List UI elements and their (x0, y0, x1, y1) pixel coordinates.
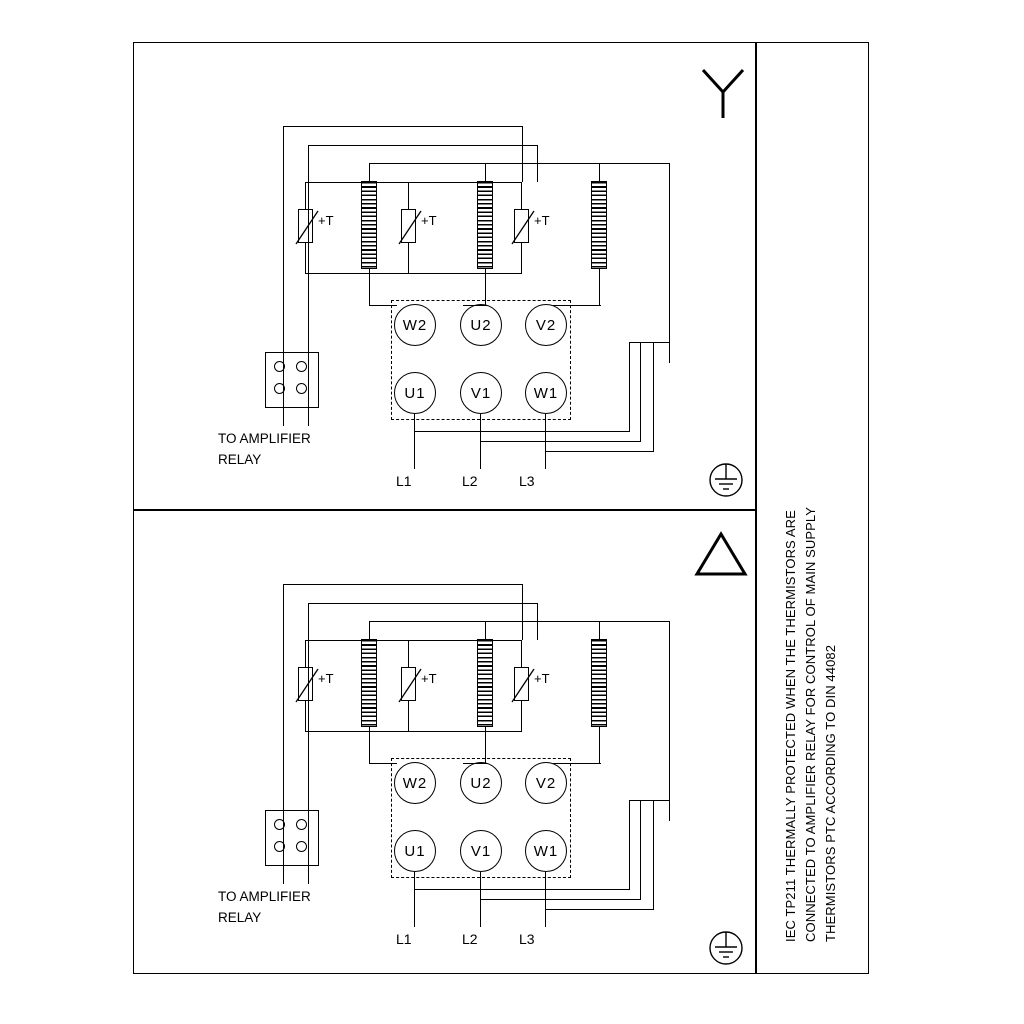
coil-u (477, 181, 493, 269)
earth-ground-symbol (698, 457, 754, 503)
thermistor-2 (401, 209, 416, 243)
wire-coil-u-top (485, 621, 486, 640)
thermistor-1 (298, 209, 313, 243)
phase-label-l2: L2 (462, 473, 478, 489)
amplifier-note-line-1: TO AMPLIFIER (218, 889, 311, 904)
wire-delta-riser-3 (653, 800, 654, 910)
wire-left-a (283, 584, 284, 814)
thermistor-3 (514, 667, 529, 701)
motor-terminal-w1: W1 (525, 830, 567, 872)
thermistor-2 (401, 667, 416, 701)
amplifier-terminal-block (265, 352, 319, 408)
wire-right-bus-top (369, 163, 669, 164)
motor-terminal-u2: U2 (460, 304, 502, 346)
wire-right-bus-top (369, 621, 669, 622)
wire-delta-riser-2 (640, 800, 641, 900)
amplifier-terminal-block (265, 810, 319, 866)
wire-star-riser-1 (629, 342, 630, 432)
wire-delta-link-2 (480, 899, 640, 900)
wire-delta-link-1 (414, 889, 629, 890)
wire-th-link-top-2 (408, 182, 522, 183)
phase-label-l1: L1 (396, 931, 412, 947)
motor-terminal-u1: U1 (394, 372, 436, 414)
wire-term-lead-2 (308, 814, 309, 884)
wire-th3-top (521, 640, 522, 668)
star-wye-symbol (693, 62, 753, 122)
wire-star-riser-2 (640, 342, 641, 442)
wire-th2-top (408, 640, 409, 668)
wire-l1 (414, 414, 415, 469)
note-line-3: THERMISTORS PTC ACCORDING TO DIN 44082 (823, 644, 838, 942)
wire-th-link-bottom-2 (305, 273, 409, 274)
wire-coil-w-to-w2 (369, 763, 397, 764)
thermistor-1 (298, 667, 313, 701)
wire-coil-w-top (369, 163, 370, 182)
wire-coil-v-bottom (599, 727, 600, 763)
wire-th1-top (305, 182, 306, 210)
wire-left-a (283, 126, 284, 356)
wire-coil-u-to-u2 (463, 305, 487, 306)
delta-connection-panel (133, 510, 755, 977)
terminal-dot-4 (296, 383, 307, 394)
coil-u (477, 639, 493, 727)
wire-star-link-3 (545, 451, 653, 452)
wire-top-a (283, 584, 523, 585)
wire-star-link-2 (480, 441, 640, 442)
wire-th3-top (521, 182, 522, 210)
wire-th-link-top-1 (305, 182, 409, 183)
coil-w (361, 181, 377, 269)
phase-label-l3: L3 (519, 473, 535, 489)
wire-coil-u-bottom (485, 727, 486, 763)
wire-coil-u-to-u2 (463, 763, 487, 764)
wire-coil-v-to-v2 (553, 305, 601, 306)
wire-coil-v-to-v2 (553, 763, 601, 764)
coil-v (591, 639, 607, 727)
motor-terminal-w1: W1 (525, 372, 567, 414)
motor-terminal-v1: V1 (460, 830, 502, 872)
wire-th1-bottom (305, 243, 306, 273)
wire-delta-top-link (629, 800, 669, 801)
wire-coil-w-to-w2 (369, 305, 397, 306)
wire-th-link-bottom-1 (408, 731, 522, 732)
wire-down-a (522, 126, 523, 182)
coil-w (361, 639, 377, 727)
wire-right-bus-v (669, 621, 670, 821)
wire-th3-bottom (521, 701, 522, 731)
motor-terminal-v2: V2 (525, 762, 567, 804)
phase-label-l2: L2 (462, 931, 478, 947)
wire-right-bus-v (669, 163, 670, 363)
thermistor-label-3: +T (534, 213, 550, 228)
motor-terminal-w2: W2 (394, 762, 436, 804)
motor-terminal-v1: V1 (460, 372, 502, 414)
motor-terminal-u2: U2 (460, 762, 502, 804)
wire-top-b (308, 603, 538, 604)
wire-th1-bottom (305, 701, 306, 731)
wire-term-lead-1 (283, 814, 284, 884)
earth-ground-symbol (698, 925, 754, 971)
wire-coil-v-top (599, 621, 600, 640)
wire-delta-riser-1 (629, 800, 630, 890)
note-line-2: CONNECTED TO AMPLIFIER RELAY FOR CONTROL OF MAIN SUPPLY (803, 506, 818, 942)
wire-coil-v-bottom (599, 269, 600, 305)
wire-l1 (414, 872, 415, 927)
wire-coil-u-top (485, 163, 486, 182)
wire-th-link-top-2 (408, 640, 522, 641)
thermistor-label-3: +T (534, 671, 550, 686)
wire-star-top-link (629, 342, 669, 343)
wire-th-link-bottom-2 (305, 731, 409, 732)
wire-delta-link-3 (545, 909, 653, 910)
wire-coil-u-bottom (485, 269, 486, 305)
phase-label-l1: L1 (396, 473, 412, 489)
wire-left-b (308, 603, 309, 814)
wire-th3-bottom (521, 243, 522, 273)
terminal-dot-4 (296, 841, 307, 852)
motor-terminal-v2: V2 (525, 304, 567, 346)
wire-term-lead-1 (283, 356, 284, 426)
amplifier-note-line-1: TO AMPLIFIER (218, 431, 311, 446)
thermistor-label-1: +T (318, 671, 334, 686)
wire-term-lead-2 (308, 356, 309, 426)
thermistor-label-2: +T (421, 213, 437, 228)
wire-th1-top (305, 640, 306, 668)
coil-v (591, 181, 607, 269)
amplifier-note-line-2: RELAY (218, 452, 262, 467)
delta-triangle-symbol (691, 528, 751, 580)
phase-label-l3: L3 (519, 931, 535, 947)
terminal-dot-2 (296, 361, 307, 372)
star-connection-panel (133, 42, 755, 509)
wire-coil-w-bottom (369, 269, 370, 305)
wire-top-a (283, 126, 523, 127)
wire-th2-bottom (408, 701, 409, 731)
wire-coil-w-bottom (369, 727, 370, 763)
motor-terminal-u1: U1 (394, 830, 436, 872)
wire-th-link-bottom-1 (408, 273, 522, 274)
wire-coil-v-top (599, 163, 600, 182)
wire-star-riser-3 (653, 342, 654, 452)
wire-th2-bottom (408, 243, 409, 273)
notes-column (755, 42, 869, 974)
motor-terminal-w2: W2 (394, 304, 436, 346)
amplifier-note-line-2: RELAY (218, 910, 262, 925)
wire-left-b (308, 145, 309, 356)
wire-th2-top (408, 182, 409, 210)
thermistor-label-2: +T (421, 671, 437, 686)
wire-star-link-1 (414, 431, 629, 432)
thermistor-3 (514, 209, 529, 243)
thermistor-label-1: +T (318, 213, 334, 228)
note-line-1: IEC TP211 THERMALLY PROTECTED WHEN THE THERMISTORS ARE (783, 510, 798, 942)
wire-top-b (308, 145, 538, 146)
terminal-dot-2 (296, 819, 307, 830)
wire-down-a (522, 584, 523, 640)
wire-coil-w-top (369, 621, 370, 640)
wire-th-link-top-1 (305, 640, 409, 641)
